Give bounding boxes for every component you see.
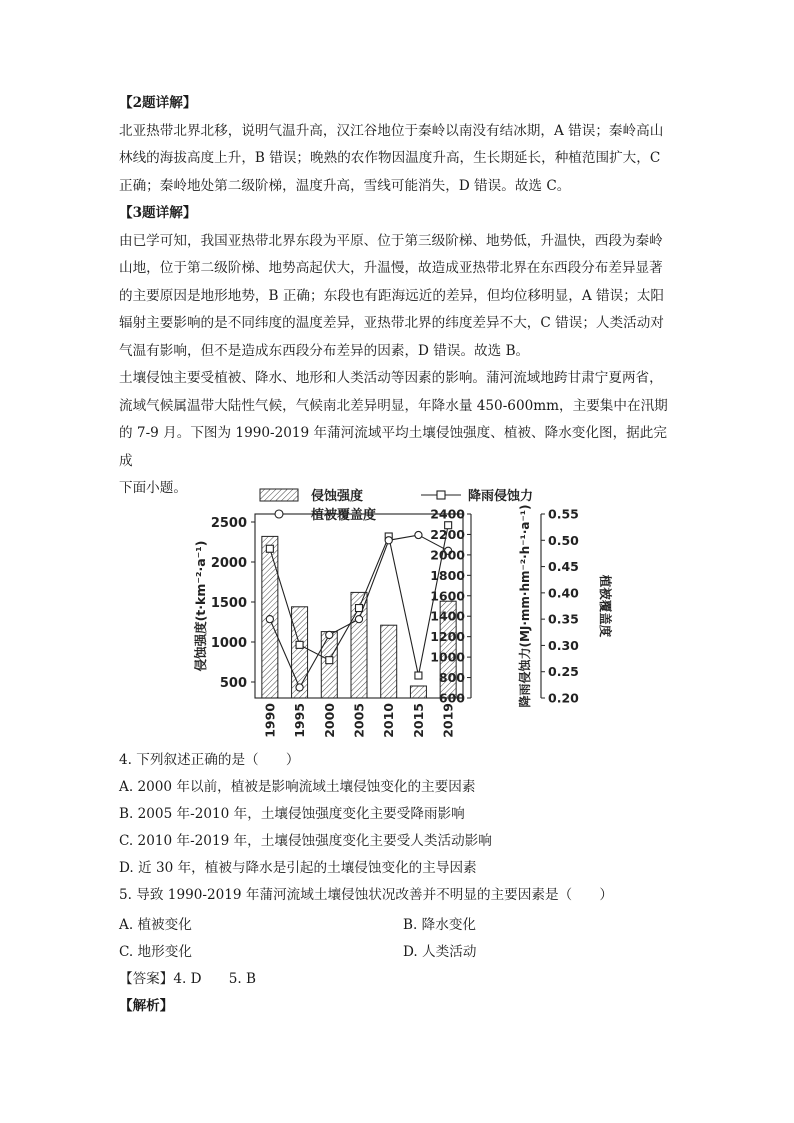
x-tick-label: 2015 — [410, 703, 426, 738]
veg-point — [415, 531, 422, 538]
section-3-explanation — [119, 200, 679, 365]
right2-tick-label: 0.50 — [548, 532, 579, 548]
x-tick-label: 2005 — [351, 703, 367, 738]
right1-tick-label: 2200 — [430, 526, 465, 542]
question-4-option-a[interactable]: A. 2000 年以前，植被是影响流域土壤侵蚀变化的主要因素 — [119, 779, 476, 795]
question-5-option-c[interactable]: C. 地形变化 — [119, 944, 192, 960]
legend-rain-marker — [437, 491, 445, 499]
section-3-heading: 【3题详解】 — [119, 205, 197, 221]
right1-tick-label: 1800 — [430, 567, 465, 583]
left-tick-label: 500 — [219, 676, 247, 691]
right1-tick-label: 800 — [438, 670, 465, 686]
paragraph-line: 北亚热带北界北移，说明气温升高，汉江谷地位于秦岭以南没有结冰期，A 错误；秦岭高山 — [119, 122, 664, 139]
left-tick-label: 2500 — [210, 516, 247, 531]
right2-tick-label: 0.20 — [548, 690, 579, 706]
left-axis-title: 侵蚀强度(t·km⁻²·a⁻¹) — [193, 540, 208, 672]
paragraph-line: 辐射主要影响的是不同纬度的温度差异，亚热带北界的纬度差异不大，C 错误；人类活动对 — [119, 315, 664, 331]
legend-veg-marker — [275, 510, 283, 518]
paragraph-line: 山地，位于第二级阶梯、地势高起伏大，升温慢，故造成亚热带北界在东西段分布差异显著 — [119, 260, 663, 276]
rain-point — [356, 605, 363, 612]
left-tick-label: 2000 — [210, 556, 247, 571]
paragraph-line: 气温有影响，但不是造成东西段分布差异的因素，D 错误。故选 B。 — [119, 342, 530, 359]
question-5-stem: 5. 导致 1990-2019 年蒲河流域土壤侵蚀状况改善并不明显的主要因素是（ ） — [119, 887, 613, 903]
x-tick-label: 2019 — [440, 703, 456, 738]
right2-tick-label: 0.55 — [548, 506, 579, 522]
section-2-explanation — [119, 90, 679, 200]
question-4-option-c[interactable]: C. 2010 年-2019 年，土壤侵蚀强度变化主要受人类活动影响 — [119, 833, 492, 849]
answer-line: 【答案】4. D 5. B — [119, 971, 257, 987]
veg-point — [385, 537, 392, 544]
veg-point — [326, 631, 333, 638]
right1-tick-label: 2400 — [430, 506, 465, 522]
right1-tick-label: 2000 — [430, 547, 465, 563]
question-5-option-b[interactable]: B. 降水变化 — [403, 917, 477, 933]
rain-point — [326, 657, 333, 664]
paragraph-line: 由已学可知，我国亚热带北界东段为平原、位于第三级阶梯、地势低，升温快，西段为秦岭 — [119, 232, 663, 249]
right1-tick-label: 1400 — [430, 608, 465, 624]
x-tick-label: 2010 — [381, 703, 397, 738]
right1-tick-label: 1000 — [430, 649, 465, 665]
right2-tick-label: 0.25 — [548, 664, 579, 680]
section-2-heading: 【2题详解】 — [119, 95, 197, 111]
bar-erosion — [321, 632, 337, 698]
rain-point — [415, 672, 422, 679]
right2-tick-label: 0.35 — [548, 611, 579, 627]
left-tick-label: 1000 — [210, 636, 247, 651]
right1-axis-title: 降雨侵蚀力(MJ·mm·hm⁻²·h⁻¹·a⁻¹) — [518, 504, 532, 708]
legend-veg-label: 植被覆盖度 — [311, 508, 377, 523]
analysis-heading: 【解析】 — [119, 998, 174, 1014]
x-tick-label: 2000 — [321, 703, 337, 738]
left-tick-label: 1500 — [210, 596, 247, 611]
right2-tick-label: 0.45 — [548, 559, 579, 575]
paragraph-line: 土壤侵蚀主要受植被、降水、地形和人类活动等因素的影响。蒲河流域地跨甘肃宁夏两省， — [119, 370, 663, 386]
right2-axis-title: 植被覆盖度 — [598, 574, 613, 638]
bar-erosion — [381, 625, 397, 698]
question-5-option-d[interactable]: D. 人类活动 — [403, 944, 477, 960]
question-4-option-b[interactable]: B. 2005 年-2010 年，土壤侵蚀强度变化主要受降雨影响 — [119, 806, 465, 822]
right2-tick-label: 0.40 — [548, 585, 579, 601]
rain-point — [296, 641, 303, 648]
legend-rain-label: 降雨侵蚀力 — [468, 489, 534, 504]
erosion-chart — [185, 478, 615, 740]
right1-tick-label: 1200 — [430, 629, 465, 645]
question-5-option-a[interactable]: A. 植被变化 — [119, 917, 192, 933]
right1-tick-label: 1600 — [430, 588, 465, 604]
question-4-stem: 4. 下列叙述正确的是（ ） — [119, 752, 300, 768]
rain-point — [266, 545, 273, 552]
right2-tick-label: 0.30 — [548, 637, 579, 653]
veg-point — [355, 616, 362, 623]
veg-point — [266, 616, 273, 623]
veg-point — [296, 684, 303, 691]
paragraph-line: 下面小题。 — [119, 480, 187, 496]
legend-erosion-swatch — [260, 489, 298, 501]
question-4-option-d[interactable]: D. 近 30 年，植被与降水是引起的土壤侵蚀变化的主导因素 — [119, 860, 477, 876]
legend-erosion-label: 侵蚀强度 — [311, 489, 364, 504]
bar-erosion — [410, 686, 426, 698]
paragraph-line: 林线的海拔高度上升，B 错误；晚熟的农作物因温度升高，生长期延长，种植范围扩大，C — [119, 150, 661, 166]
x-tick-label: 1995 — [292, 703, 308, 738]
paragraph-line: 正确；秦岭地处第二级阶梯，温度升高，雪线可能消失，D 错误。故选 C。 — [119, 177, 571, 194]
x-tick-label: 1990 — [262, 703, 278, 738]
paragraph-line: 的 7-9 月。下图为 1990-2019 年蒲河流域平均土壤侵蚀强度、植被、降水变化图，据此完成 — [119, 425, 667, 469]
paragraph-line: 的主要原因是地形地势，B 正确；东段也有距海远近的差异，但均位移明显，A 错误；太阳 — [119, 287, 665, 304]
right1-tick-label: 600 — [438, 690, 465, 706]
legend — [260, 488, 533, 523]
paragraph-line: 流域气候属温带大陆性气候，气候南北差异明显，年降水量 450-600mm，主要集中在汛期 — [119, 397, 668, 414]
